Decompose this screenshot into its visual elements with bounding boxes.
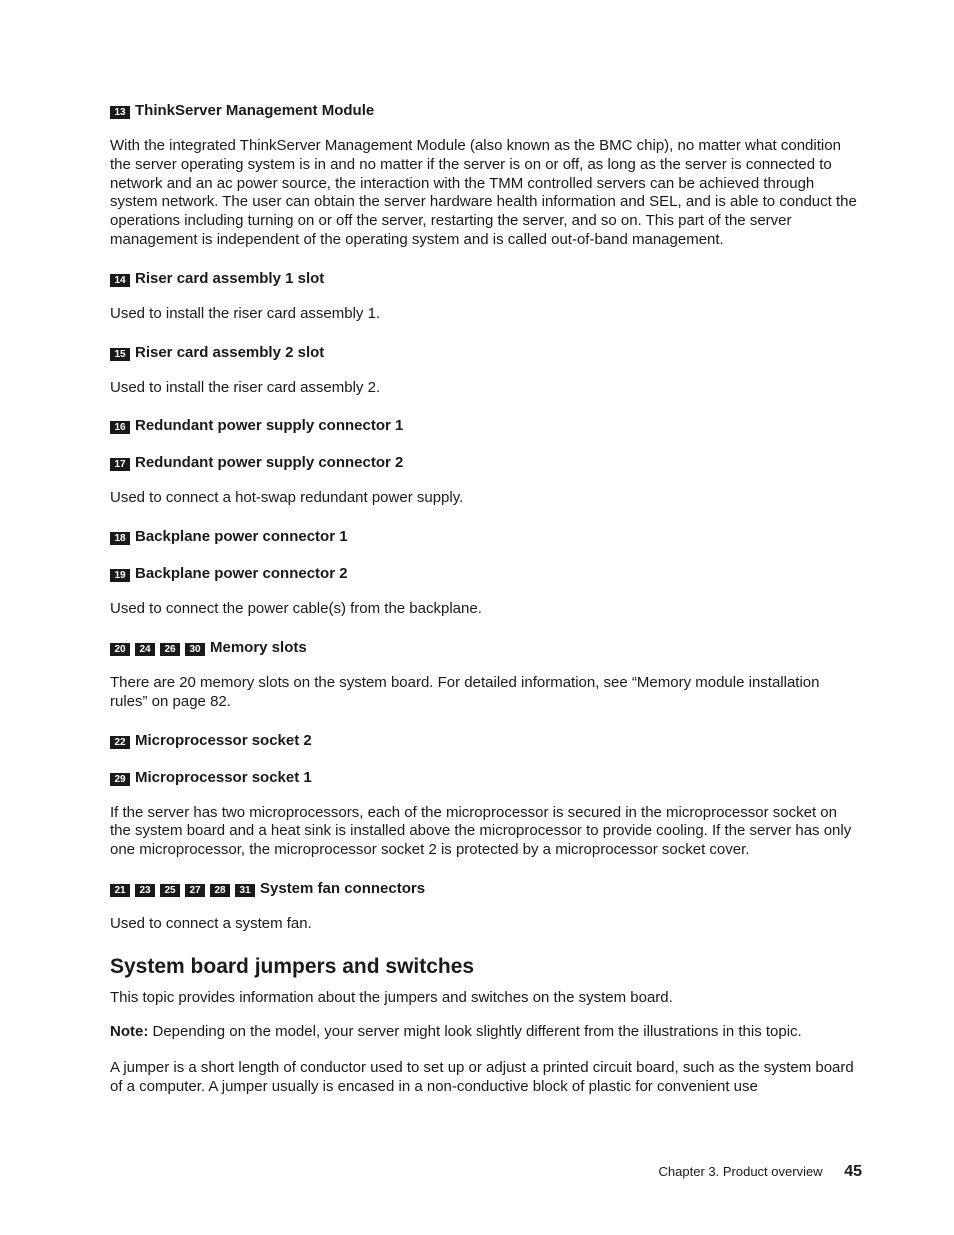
component-heading [110, 342, 858, 364]
spacer [110, 712, 858, 730]
component-heading-text: Memory slots [210, 638, 307, 656]
callout-group [110, 770, 135, 786]
component-heading [110, 415, 858, 437]
component-description: With the integrated ThinkServer Management Module (also known as the BMC chip), no matter what condition the server operating system is in and no matter if the server is on or off, as long as the server is connected to network and an ac power source, the interaction with the TMM controlled servers can be achieved through system network. The user can obtain the server hardware health information and SEL, and is able to conduct the operations including turning on or off the server, restarting the server, and so on. This part of the server management is independent of the operating system and is called out-of-band management. [110, 137, 857, 248]
spacer [110, 659, 858, 674]
note-text: Depending on the model, your server might look slightly different from the illustrations in this topic. [148, 1022, 802, 1040]
component-list [110, 100, 858, 934]
component-heading-text: Backplane power connector 2 [135, 565, 348, 583]
component-description: If the server has two microprocessors, each of the microprocessor is secured in the microprocessor socket on the system board and a heat sink is installed above the microprocessor to provide cooling. If the server has only one microprocessor, the microprocessor socket 2 is protected by a microprocessor socket cover. [110, 803, 852, 859]
spacer [110, 585, 858, 600]
spacer [110, 397, 858, 415]
spacer [110, 1008, 858, 1023]
component-heading [110, 100, 858, 122]
callout-number-badge: 20 [110, 643, 130, 656]
page-number: 45 [844, 1163, 862, 1180]
spacer [110, 619, 858, 637]
component-heading [110, 637, 858, 659]
component-heading [110, 730, 858, 752]
spacer [110, 752, 858, 767]
component-heading [110, 452, 858, 474]
callout-number-badge: 15 [110, 348, 130, 361]
callout-number-badge: 14 [110, 274, 130, 287]
callout-group [110, 271, 135, 287]
component-description: Used to install the riser card assembly 1. [110, 304, 381, 322]
callout-number-badge: 18 [110, 532, 130, 545]
note-paragraph [110, 1023, 858, 1042]
callout-number-badge: 25 [160, 884, 180, 897]
callout-number-badge: 26 [160, 643, 180, 656]
spacer [110, 789, 858, 804]
spacer [110, 474, 858, 489]
spacer [110, 290, 858, 305]
callout-group [110, 566, 135, 582]
page-footer [0, 1163, 862, 1181]
component-heading [110, 563, 858, 585]
spacer [110, 364, 858, 379]
spacer [110, 548, 858, 563]
jumper-description: A jumper is a short length of conductor used to set up or adjust a printed circuit board, such as the system board of a computer. A jumper usually is encased in a non-conductive block of plastic for convenient use [110, 1059, 854, 1096]
spacer [110, 122, 858, 137]
component-heading-text: ThinkServer Management Module [135, 102, 375, 119]
callout-number-badge: 28 [210, 884, 230, 897]
callout-number-badge: 19 [110, 569, 130, 582]
spacer [110, 1041, 858, 1059]
component-heading-text: Redundant power supply connector 2 [135, 454, 404, 472]
page-content [110, 100, 858, 1097]
component-heading-text: Microprocessor socket 2 [135, 731, 312, 749]
callout-group [110, 418, 135, 434]
component-description: There are 20 memory slots on the system board. For detailed information, see “Memory module installation rules” on page 82. [110, 673, 820, 710]
component-heading [110, 767, 858, 789]
callout-group [110, 881, 260, 897]
note-label: Note: [110, 1022, 149, 1040]
callout-group [110, 345, 135, 361]
callout-number-badge: 13 [110, 106, 130, 119]
spacer [110, 980, 858, 989]
callout-number-badge: 17 [110, 458, 130, 471]
footer-chapter: Chapter 3. Product overview [658, 1164, 823, 1179]
spacer [110, 324, 858, 342]
callout-number-badge: 27 [185, 884, 205, 897]
component-heading [110, 526, 858, 548]
section-gap [110, 934, 858, 954]
component-heading-text: Riser card assembly 1 slot [135, 269, 325, 287]
callout-number-badge: 16 [110, 421, 130, 434]
spacer [110, 860, 858, 878]
component-heading-text: Riser card assembly 2 slot [135, 343, 325, 361]
callout-group [110, 640, 210, 656]
callout-group [110, 733, 135, 749]
callout-number-badge: 21 [110, 884, 130, 897]
callout-number-badge: 24 [135, 643, 155, 656]
component-description: Used to install the riser card assembly 2. [110, 378, 381, 396]
component-heading-text: System fan connectors [260, 879, 426, 897]
callout-number-badge: 29 [110, 773, 130, 786]
spacer [110, 250, 858, 268]
spacer [110, 508, 858, 526]
callout-number-badge: 23 [135, 884, 155, 897]
callout-group [110, 103, 135, 119]
callout-group [110, 455, 135, 471]
callout-number-badge: 22 [110, 736, 130, 749]
component-description: Used to connect a system fan. [110, 914, 312, 932]
callout-group [110, 529, 135, 545]
component-description: Used to connect a hot-swap redundant power supply. [110, 489, 464, 507]
spacer [110, 437, 858, 452]
component-heading-text: Redundant power supply connector 1 [135, 417, 404, 435]
component-heading-text: Microprocessor socket 1 [135, 768, 312, 786]
section-intro: This topic provides information about the jumpers and switches on the system board. [110, 988, 673, 1006]
callout-number-badge: 30 [185, 643, 205, 656]
section-title: System board jumpers and switches [110, 954, 475, 978]
component-heading [110, 268, 858, 290]
spacer [110, 900, 858, 915]
component-heading [110, 878, 858, 900]
component-description: Used to connect the power cable(s) from the backplane. [110, 600, 482, 618]
component-heading-text: Backplane power connector 1 [135, 528, 348, 546]
callout-number-badge: 31 [235, 884, 255, 897]
